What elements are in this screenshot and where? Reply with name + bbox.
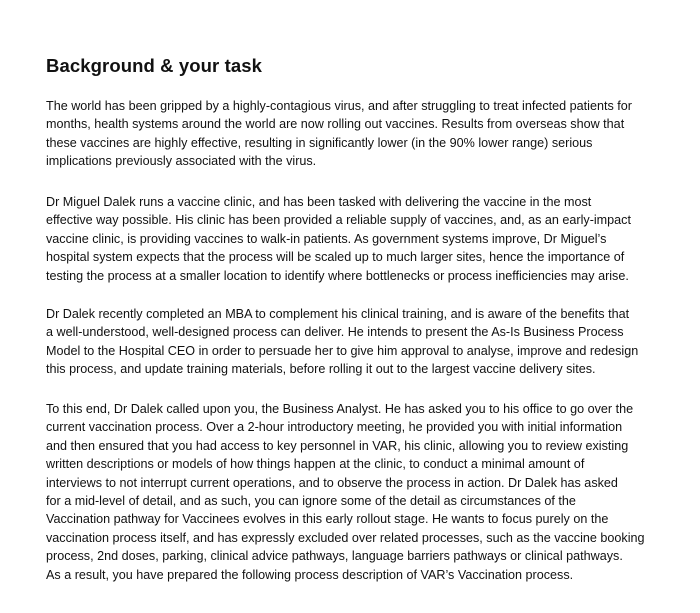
paragraph-line: implications previously associated with the virus. xyxy=(46,154,317,169)
paragraph-line: for a mid-level of detail, and as such, you can ignore some of the detail as circumstances of the xyxy=(46,493,576,508)
paragraph-line: As a result, you have prepared the following process description of VAR’s Vaccination process. xyxy=(46,567,574,582)
paragraph-line: effective way possible. His clinic has been provided a reliable supply of vaccines, and, as an early-impact xyxy=(46,213,631,228)
page-title: Background & your task xyxy=(46,55,263,76)
paragraph-line: a well-understood, well-designed process can deliver. He intends to present the As-Is Business Process xyxy=(46,325,624,340)
paragraph-line: vaccination process itself, and has expressly excluded over related processes, such as the vaccine booking xyxy=(46,530,645,545)
paragraph-line: current vaccination process. Over a 2-hour introductory meeting, he provided you with initial information xyxy=(46,420,623,435)
paragraph-mba-process-model xyxy=(46,305,638,379)
paragraph-line: Vaccination pathway for Vaccinees evolves in this early rollout stage. He wants to focus purely on the xyxy=(46,512,609,527)
paragraph-line: process, 2nd doses, parking, clinical advice pathways, language barriers pathways or clinical pathways. xyxy=(46,549,623,564)
paragraph-virus-context xyxy=(46,97,632,171)
paragraph-line: written descriptions or models of how things happen at the clinic, to conduct a minimal amount of xyxy=(46,457,585,472)
paragraph-line: hospital system expects that the process will be scaled up to much larger sites, hence the importance of xyxy=(46,250,625,265)
paragraph-line: this process, and update training materials, before rolling it out to the largest vaccine delivery sites. xyxy=(46,362,596,377)
paragraph-line: Dr Dalek recently completed an MBA to complement his clinical training, and is aware of the benefits that xyxy=(46,307,630,321)
paragraph-line: months, health systems around the world are now rolling out vaccines. Results from overseas show that xyxy=(46,117,625,132)
paragraph-line: To this end, Dr Dalek called upon you, the Business Analyst. He has asked you to his office to go over the xyxy=(46,402,634,416)
paragraph-line: these vaccines are highly effective, resulting in significantly lower (in the 90% lower range) serious xyxy=(46,135,593,150)
paragraph-dr-dalek-clinic xyxy=(46,193,631,285)
paragraph-line: The world has been gripped by a highly-contagious virus, and after struggling to treat infected patients for xyxy=(46,99,632,113)
paragraph-line: Model to the Hospital CEO in order to persuade her to give him approval to analyse, improve and redesign xyxy=(46,343,639,358)
paragraph-line: Dr Miguel Dalek runs a vaccine clinic, and has been tasked with delivering the vaccine in the most xyxy=(46,195,592,209)
paragraph-line: and then ensured that you had access to key personnel in VAR, his clinic, allowing you to review existing xyxy=(46,438,629,453)
paragraph-line: interviews to not interrupt current operations, and to observe the process in action. Dr Dalek has asked xyxy=(46,475,618,490)
paragraph-line: vaccine clinic, is providing vaccines to walk-in patients. As government systems improve, Dr Miguel’s xyxy=(46,231,607,246)
paragraph-business-analyst-task xyxy=(46,400,645,584)
paragraph-line: testing the process at a smaller location to identify where bottlenecks or process inefficiencies may arise. xyxy=(46,268,629,283)
